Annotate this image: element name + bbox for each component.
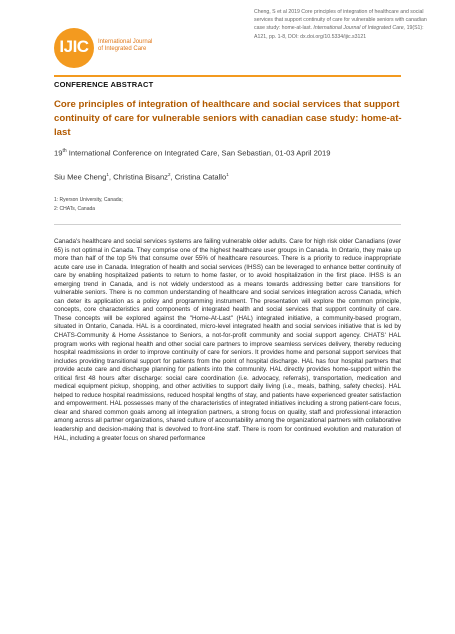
conference-line — [54, 148, 406, 158]
journal-name — [98, 39, 168, 53]
author-sep: , — [170, 172, 175, 182]
conference-name: International Conference on Integrated Care, San Sebastian, 01-03 April 2019 — [66, 148, 331, 158]
affiliation-item: 1: Ryerson University, Canada; — [54, 197, 123, 203]
author-name: Cristina Catallo — [174, 172, 227, 182]
citation-volume: 19(S1): A121, pp. 1-8, DOI: dx.doi.org/10.5334/ijic.s3121 — [254, 25, 424, 40]
section-divider — [54, 224, 401, 225]
conference-ordinal-suffix: th — [62, 148, 67, 154]
author-sep: , — [108, 172, 114, 182]
author-affil: 1 — [106, 172, 109, 177]
author-name: Siu Mee Cheng — [54, 172, 107, 182]
journal-name-line1: International Journal — [98, 39, 153, 45]
journal-name-line2: of Integrated Care — [98, 46, 147, 52]
citation — [254, 8, 434, 41]
citation-journal: International Journal of Integrated Care, — [313, 25, 406, 32]
logo-badge — [54, 28, 94, 68]
journal-logo — [54, 28, 154, 72]
header-divider — [54, 75, 401, 77]
affiliation-item: 2: CHATs, Canada — [54, 206, 96, 212]
citation-text: Cheng, S et al 2019 Core principles of integration of healthcare and social services that support continuity of care for vulnerable seniors with canadian case study: home-at-last. — [254, 9, 427, 32]
author-name: Christina Bisanz — [113, 172, 168, 182]
author-affil: 1 — [226, 172, 229, 177]
author-list — [54, 172, 229, 182]
affiliations — [54, 196, 123, 214]
author-affil: 2 — [167, 172, 171, 177]
logo-letters: IJIC — [59, 37, 89, 56]
article-title: Core principles of integration of healthcare and social services that support continuity of care for vulnerable seniors with canadian case study: home-at-last — [54, 99, 402, 138]
section-label: CONFERENCE ABSTRACT — [54, 80, 154, 89]
conference-ordinal: 19 — [54, 148, 63, 158]
abstract-body: Canada's healthcare and social services systems are failing vulnerable older adults. Care for high risk older Canadians (over 65) is not optimal in Canada. They comprise one of the highest healthcare user groups in Canada. In Ontario, they make up more than half of the top 5% that consume over 55% of healthcare resources. There is a priority to reduce inappropriate acute care use in Canada. Integration of health and social services (IHSS) can be leveraged to enhance better continuity of care by enabling hospitalized patients to return to home faster, or to avoid hospitalization in the first place. IHSS is an emerging trend in Canada, and is not widely understood as a means towards addressing better care transitions for vulnerable seniors. There is no common understanding of healthcare and social services integration across Canada, which can deter its application as a policy and programming instrument. The presentation will explore the common principle, concepts, core characteristics and components of integrated health and social services that support continuity of care. These concepts will be explored against the "Home-At-Last" (HAL) integrated initiative, a community-based program, situated in Ontario, Canada. HAL is a coordinated, micro-level integrated health and social services initiative that is led by CHATS-Community & Home Assistance to Seniors, a not-for-profit community and social support agency. CHATS' HAL program works with regional health and other social care partners to improve seamless services delivery, thereby reducing hospital readmissions in order to improve continuity of care for seniors. It provides home and personal support services that includes providing transitional support for patients from the point of hospital discharge. HAL has four hospital partners that provide acute care and discharge planning for patients into the community. HAL directly provides home-support within the critical first 48 hours after discharge: social care coordination (i.e. advocacy, referrals), transportation, medication and medical equipment pickup, shopping, and other activities to support daily living (i.e., meals, bathing, safety checks). HAL helped to reduce hospital readmissions, reduced hospital lengths of stay, and patients have experienced greater satisfaction and empowerment. HAL possesses many of the characteristics of integrated initiatives including a strong patient-care focus, clear and shared common goals among all integration partners, a strong focus on quality, staff and professional interaction among across all partner organizations, shared culture of accountability among the organizational partners with collaborative leadership and decision-making that is devolved to front-line staff. There is room for continued evolution and maturation of HAL, including a greater focus on shared performance — [54, 238, 401, 442]
